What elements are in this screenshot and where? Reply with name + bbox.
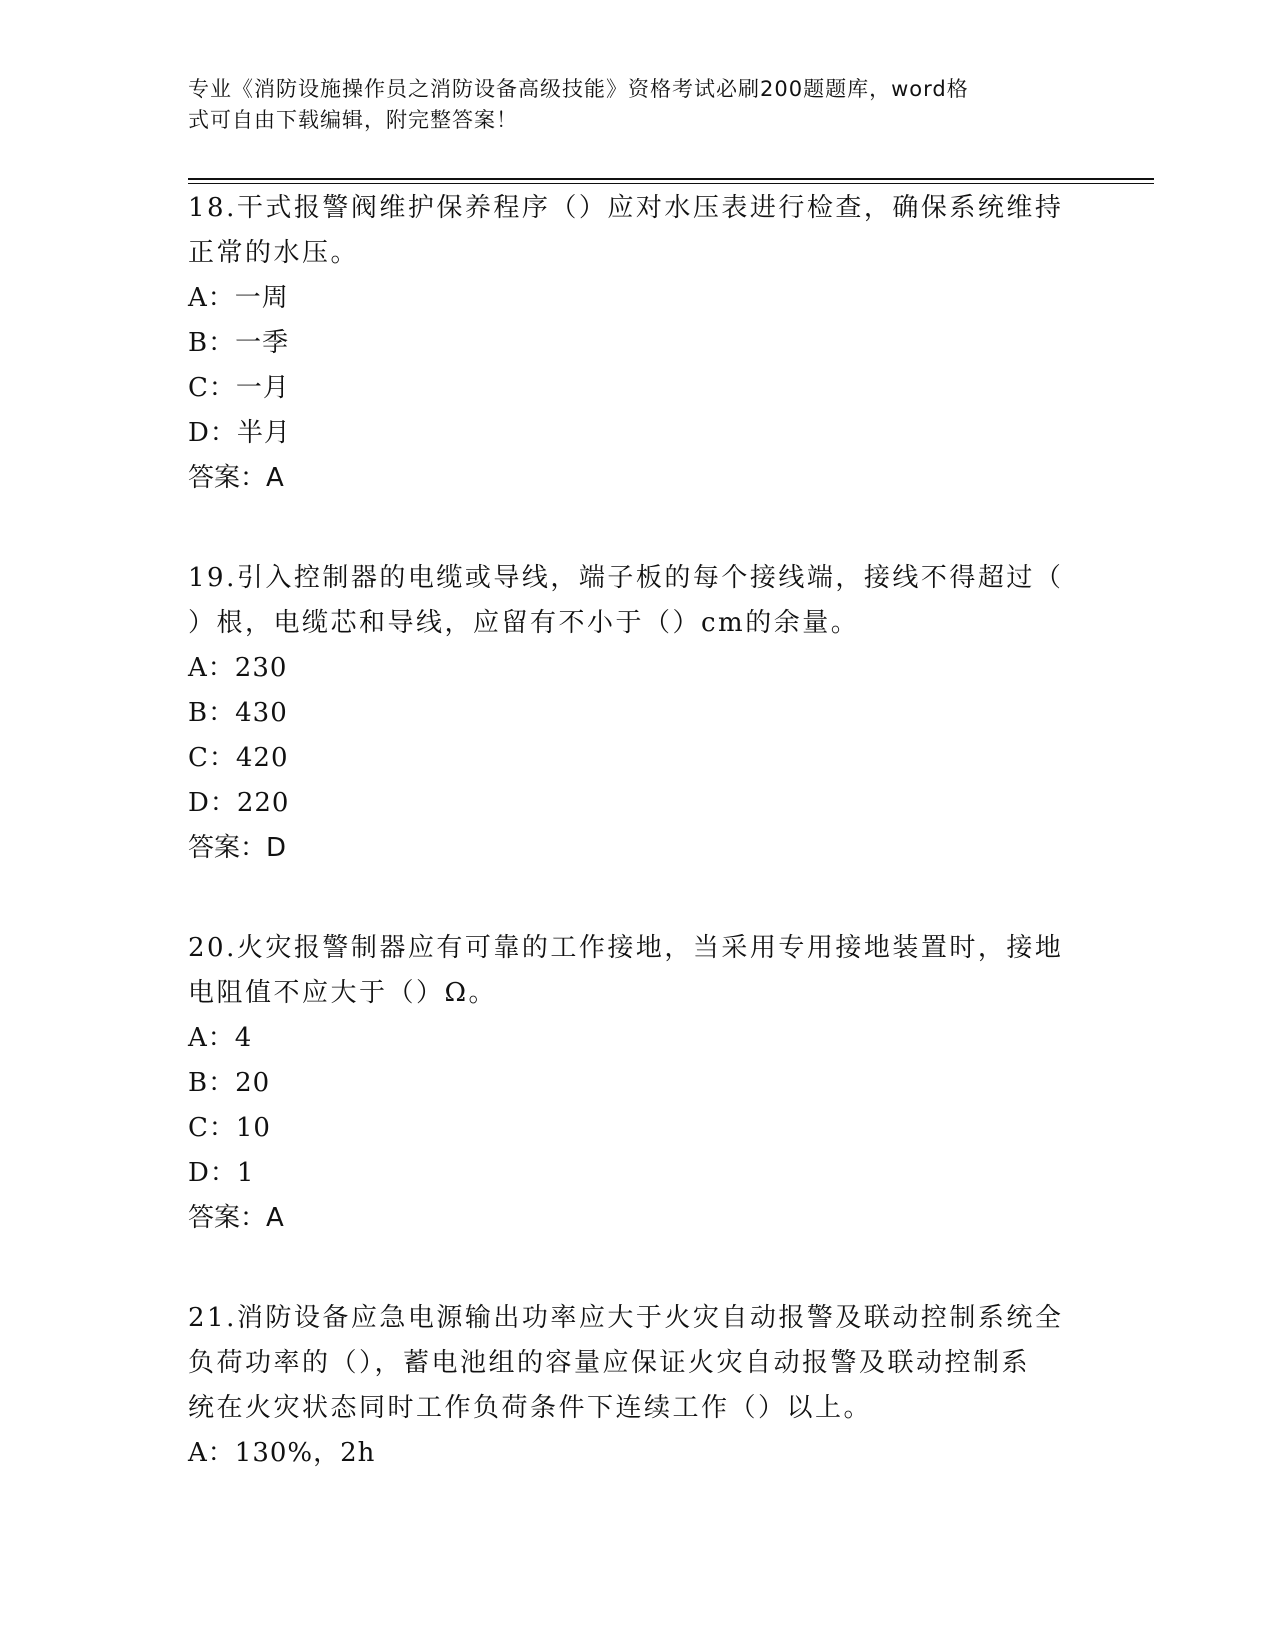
- question-21: [188, 1296, 1088, 1476]
- question-stem-line: 18.干式报警阀维护保养程序（）应对水压表进行检查，确保系统维持: [188, 193, 1064, 223]
- option-c: C：一月: [188, 373, 290, 403]
- question-19: [188, 556, 1088, 871]
- option-a: A：130%，2h: [188, 1438, 376, 1468]
- option-b: B：430: [188, 698, 288, 728]
- option-a: A：一周: [188, 283, 289, 313]
- question-18: [188, 186, 1088, 501]
- option-b: B：一季: [188, 328, 290, 358]
- option-d: D：1: [188, 1158, 255, 1188]
- question-stem-line: 正常的水压。: [188, 238, 360, 268]
- header-rule-thick: [188, 178, 1154, 180]
- answer-line: 答案：A: [188, 463, 284, 493]
- header-line-1: 专业《消防设施操作员之消防设备高级技能》资格考试必刷200题题库，word格: [188, 77, 969, 101]
- question-stem-line: 21.消防设备应急电源输出功率应大于火灾自动报警及联动控制系统全: [188, 1303, 1064, 1333]
- question-stem-line: 19.引入控制器的电缆或导线，端子板的每个接线端，接线不得超过（: [188, 563, 1064, 593]
- question-stem-line: 负荷功率的（），蓄电池组的容量应保证火灾自动报警及联动控制系: [188, 1348, 1031, 1378]
- question-list: [188, 186, 1088, 1531]
- option-c: C：10: [188, 1113, 271, 1143]
- document-header: [188, 74, 1068, 136]
- option-a: A：230: [188, 653, 288, 683]
- question-stem-line: 电阻值不应大于（）Ω。: [188, 978, 498, 1008]
- option-b: B：20: [188, 1068, 271, 1098]
- question-stem-line: ）根，电缆芯和导线，应留有不小于（）cm的余量。: [188, 608, 860, 638]
- question-20: [188, 926, 1088, 1241]
- option-d: D：220: [188, 788, 290, 818]
- question-stem-line: 20.火灾报警制器应有可靠的工作接地，当采用专用接地装置时，接地: [188, 933, 1064, 963]
- option-a: A：4: [188, 1023, 253, 1053]
- header-line-2: 式可自由下载编辑，附完整答案！: [188, 108, 518, 132]
- question-stem-line: 统在火灾状态同时工作负荷条件下连续工作（）以上。: [188, 1393, 873, 1423]
- header-rule-thin: [188, 183, 1154, 184]
- option-c: C：420: [188, 743, 289, 773]
- answer-line: 答案：A: [188, 1203, 284, 1233]
- answer-line: 答案：D: [188, 833, 287, 863]
- option-d: D：半月: [188, 418, 291, 448]
